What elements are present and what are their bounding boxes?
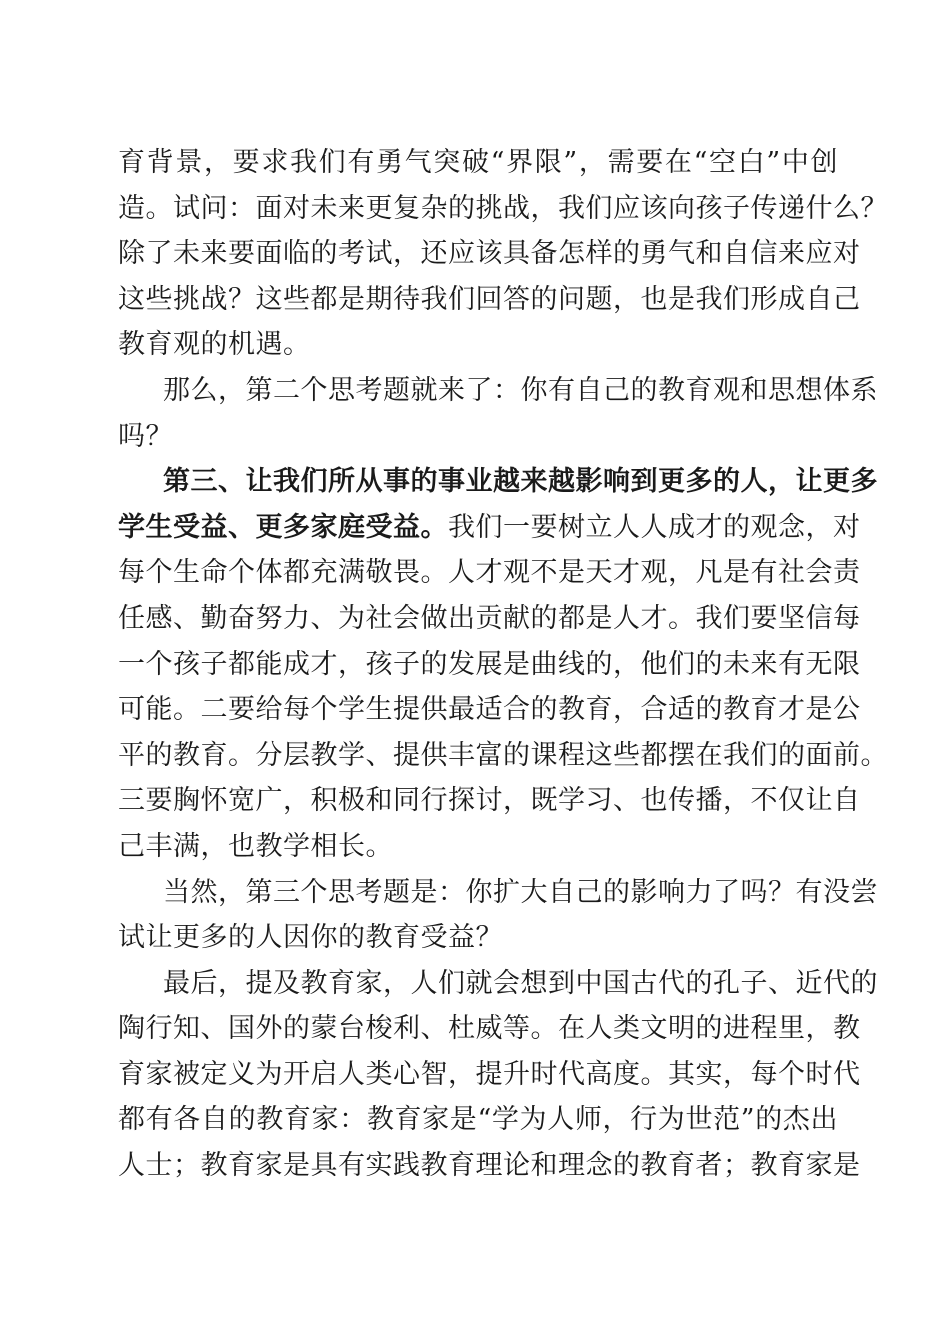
text-line: 都有各自的教育家：教育家是“学为人师，行为世范”的杰出 [118,1104,838,1136]
text-line: 三要胸怀宽广，积极和同行探讨，既学习、也传播，不仅让自 [118,785,861,817]
text-segment: 我们一要树立人人成才的观念，对 [448,511,861,543]
text-line: 除了未来要面临的考试，还应该具备怎样的勇气和自信来应对 [118,238,861,270]
text-line: 己丰满，也教学相长。 [118,830,393,862]
bold-heading-line: 第三、让我们所从事的事业越来越影响到更多的人，让更多 [163,466,878,498]
paragraph-start: 那么，第二个思考题就来了：你有自己的教育观和思想体系 [163,374,878,406]
text-line: 平的教育。分层教学、提供丰富的课程这些都摆在我们的面前。 [118,739,888,771]
text-line: 一个孩子都能成才，孩子的发展是曲线的，他们的未来有无限 [118,648,861,680]
body-text [118,140,888,1189]
text-line: 每个生命个体都充满敬畏。人才观不是天才观，凡是有社会责 [118,557,861,589]
text-line: 人士；教育家是具有实践教育理论和理念的教育者；教育家是 [118,1150,861,1182]
paragraph-start: 当然，第三个思考题是：你扩大自己的影响力了吗？有没尝 [163,876,878,908]
text-line: 育家被定义为开启人类心智，提升时代高度。其实，每个时代 [118,1058,861,1090]
text-line: 这些挑战？这些都是期待我们回答的问题，也是我们形成自己 [118,283,861,315]
text-line: 吗？ [118,420,173,452]
text-line: 教育观的机遇。 [118,329,311,361]
text-line: 育背景，要求我们有勇气突破“界限”，需要在“空白”中创 [118,147,838,178]
paragraph-start: 最后，提及教育家，人们就会想到中国古代的孔子、近代的 [163,967,878,999]
text-line: 陶行知、国外的蒙台梭利、杜威等。在人类文明的进程里，教 [118,1013,861,1045]
text-line: 可能。二要给每个学生提供最适合的教育，合适的教育才是公 [118,694,861,726]
mixed-text-line [118,505,861,551]
text-line: 任感、勤奋努力、为社会做出贡献的都是人才。我们要坚信每 [118,602,861,634]
text-line: 造。试问：面对未来更复杂的挑战，我们应该向孩子传递什么？ [118,192,888,224]
text-line: 试让更多的人因你的教育受益？ [118,922,503,954]
bold-heading-tail: 学生受益、更多家庭受益。 [118,511,448,543]
